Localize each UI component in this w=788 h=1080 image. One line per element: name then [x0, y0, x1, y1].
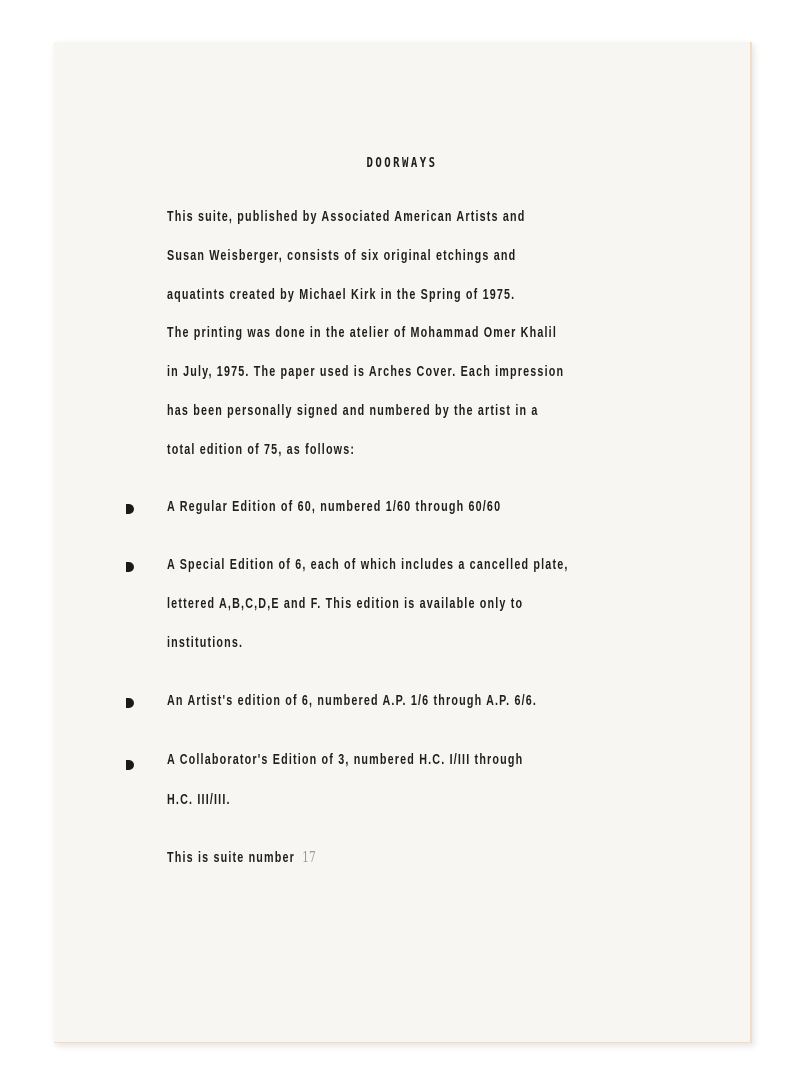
- suite-number-value: 17: [302, 850, 316, 866]
- bullet-icon: [126, 562, 134, 572]
- intro-line-5: in July, 1975. The paper used is Arches Cover. Each impression: [167, 364, 565, 380]
- intro-line-3: aquatints created by Michael Kirk in the Spring of 1975.: [167, 287, 516, 303]
- edition-artist-line-1: An Artist's edition of 6, numbered A.P. 1/6 through A.P. 6/6.: [167, 693, 538, 709]
- intro-line-4: The printing was done in the atelier of Mohammad Omer Khalil: [167, 325, 558, 341]
- edition-collaborator-line-2: H.C. III/III.: [167, 792, 231, 808]
- document-page: [54, 42, 752, 1043]
- bullet-icon: [126, 760, 134, 770]
- edition-collaborator-line-1: A Collaborator's Edition of 3, numbered H.C. I/III through: [167, 752, 524, 768]
- bullet-icon: [126, 698, 134, 708]
- edition-special-line-3: institutions.: [167, 635, 244, 651]
- intro-line-6: has been personally signed and numbered by the artist in a: [167, 403, 539, 419]
- edition-special-line-2: lettered A,B,C,D,E and F. This edition is available only to: [167, 596, 524, 612]
- edition-special-line-1: A Special Edition of 6, each of which includes a cancelled plate,: [167, 557, 569, 573]
- bullet-icon: [126, 504, 134, 514]
- suite-number-line: [167, 851, 316, 866]
- suite-number-label: This is suite number: [167, 850, 296, 866]
- edition-regular-line-1: A Regular Edition of 60, numbered 1/60 through 60/60: [167, 499, 502, 515]
- document-title: DOORWAYS: [366, 156, 438, 171]
- intro-line-7: total edition of 75, as follows:: [167, 442, 356, 458]
- intro-line-1: This suite, published by Associated American Artists and: [167, 209, 526, 225]
- intro-line-2: Susan Weisberger, consists of six original etchings and: [167, 248, 517, 264]
